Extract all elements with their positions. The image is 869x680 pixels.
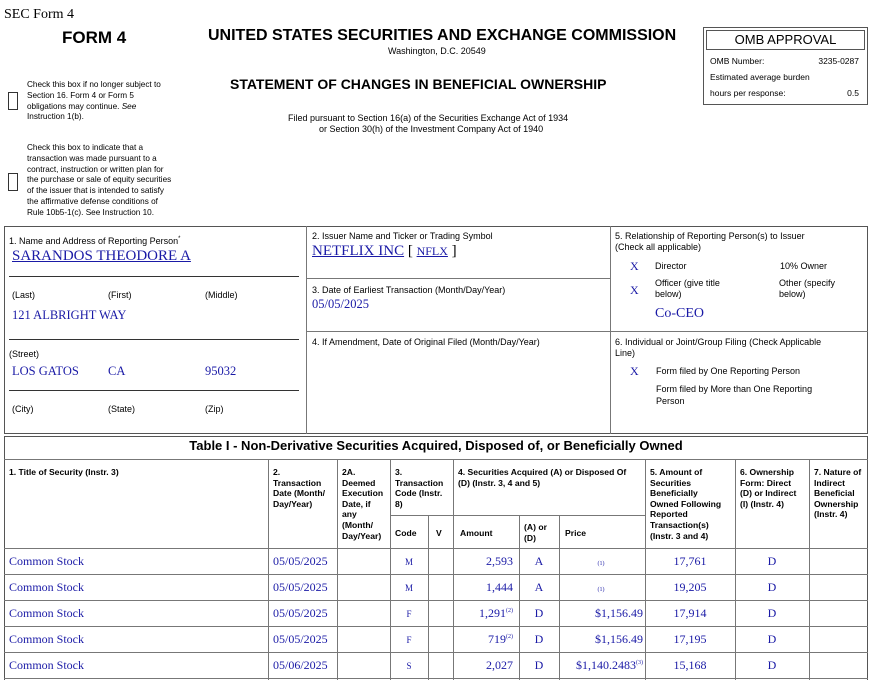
col4-price-header: Price (565, 528, 587, 538)
row-amount-cell (453, 580, 513, 595)
row-acquired-disposed: D (534, 632, 544, 646)
other-label: Other (specify below) (779, 278, 836, 299)
row-price: $1,156.49 (595, 632, 643, 646)
col4-header: 4. Securities Acquired (A) or Disposed Of (D) (Instr. 3, 4 and 5) (458, 467, 627, 488)
row-price-cell (559, 632, 643, 647)
row-price-footnote[interactable]: (1) (597, 561, 605, 567)
row-transaction-date: 05/05/2025 (273, 554, 328, 568)
omb-number-value: 3235-0287 (818, 56, 859, 66)
earliest-transaction-date: 05/05/2025 (312, 297, 369, 311)
box3-label: 3. Date of Earliest Transaction (Month/Day/Year) (312, 285, 506, 295)
row-amount: 2,027 (486, 658, 513, 672)
row-amount-cell (453, 606, 513, 621)
omb-hours-value: 0.5 (847, 88, 859, 98)
col2a-header: 2A. Deemed Execution Date, if any (Month/ Day/Year) (342, 467, 384, 541)
col4-aord-header: (A) or (D) (524, 522, 547, 543)
row-acquired-disposed: A (534, 580, 544, 594)
row-amount-footnote[interactable]: (2) (506, 634, 513, 640)
city-value: LOS GATOS (12, 364, 79, 378)
street-value: 121 ALBRIGHT WAY (12, 308, 127, 322)
reporting-person-name[interactable]: SARANDOS THEODORE A (12, 248, 191, 264)
row-ownership-form: D (767, 606, 777, 620)
row-amount-cell (453, 554, 513, 569)
row-amount: 1,444 (486, 580, 513, 594)
col5-header: 5. Amount of Securities Beneficially Owned Following Reported Transaction(s) (Instr. 3 and 4) (650, 467, 722, 541)
row-transaction-date: 05/05/2025 (273, 606, 328, 620)
row-security-title: Common Stock (9, 580, 85, 594)
col1-header: 1. Title of Security (Instr. 3) (9, 467, 119, 477)
officer-label: Officer (give title below) (655, 278, 720, 299)
omb-number-label: OMB Number: (710, 56, 765, 66)
last-label: (Last) (12, 290, 36, 300)
row-ownership-form: D (767, 658, 777, 672)
box4-label: 4. If Amendment, Date of Original Filed (Month/Day/Year) (312, 337, 540, 347)
issuer-ticker-link[interactable]: NFLX (416, 244, 448, 258)
row-price-footnote[interactable]: (3) (636, 660, 643, 666)
zip-label: (Zip) (205, 404, 224, 414)
row-transaction-code: F (406, 635, 412, 645)
box6-label: 6. Individual or Joint/Group Filing (Check Applicable Line) (615, 337, 822, 358)
row-security-title: Common Stock (9, 632, 85, 646)
more-person-label: Form filed by More than One Reporting Person (656, 384, 813, 406)
row-ownership-form: D (767, 554, 777, 568)
col6-header: 6. Ownership Form: Direct (D) or Indirect (I) (Instr. 4) (740, 467, 797, 509)
row-security-title: Common Stock (9, 554, 85, 568)
col2-header: 2. Transaction Date (Month/ Day/Year) (273, 467, 326, 509)
section16-text: Check this box if no longer subject to Section 16. Form 4 or Form 5 obligations may continue. See Instruction 1(b). (27, 80, 161, 122)
row-price-cell (559, 658, 643, 673)
omb-hours-label: hours per response: (710, 88, 786, 98)
director-label: Director (655, 261, 687, 271)
state-label: (State) (108, 404, 136, 414)
omb-burden-label: Estimated average burden (710, 72, 810, 82)
rule10b5-text: Check this box to indicate that a transaction was made pursuant to a contract, instruction or written plan for the purchase or sale of equity securities of the issuer that is intended to satisfy the affirmative defense conditions of Rule 10b5-1(c). See Instruction 10. (27, 143, 172, 217)
row-price-cell (559, 554, 643, 569)
rule10b5-checkbox[interactable] (8, 173, 18, 191)
ten-pct-owner-label: 10% Owner (780, 261, 828, 271)
row-security-title: Common Stock (9, 658, 85, 672)
row-transaction-code: M (404, 583, 413, 593)
form-title: FORM 4 (62, 28, 127, 47)
first-label: (First) (108, 290, 132, 300)
agency-title: UNITED STATES SECURITIES AND EXCHANGE COMMISSION (208, 27, 677, 44)
statement-title: STATEMENT OF CHANGES IN BENEFICIAL OWNERSHIP (230, 76, 607, 92)
city-label: (City) (12, 404, 34, 414)
omb-approval-box (703, 27, 868, 105)
col3-header: 3. Transaction Code (Instr. 8) (395, 467, 444, 509)
street-label: (Street) (9, 349, 40, 359)
row-price-footnote[interactable]: (1) (597, 587, 605, 593)
row-amount-footnote[interactable]: (2) (506, 608, 513, 614)
row-owned-following: 19,205 (673, 580, 707, 594)
one-person-mark[interactable]: X (630, 364, 639, 378)
row-security-title: Common Stock (9, 606, 85, 620)
row-transaction-code: S (406, 661, 412, 671)
row-ownership-form: D (767, 632, 777, 646)
row-owned-following: 17,914 (673, 606, 707, 620)
box5-label: 5. Relationship of Reporting Person(s) to Issuer (Check all applicable) (615, 231, 805, 252)
row-amount: 719 (488, 632, 506, 646)
row-acquired-disposed: A (534, 554, 544, 568)
state-value: CA (108, 364, 126, 378)
row-transaction-date: 05/05/2025 (273, 632, 328, 646)
col7-header: 7. Nature of Indirect Beneficial Ownership (Instr. 4) (814, 467, 862, 520)
row-price-cell (559, 606, 643, 621)
row-price: $1,156.49 (595, 606, 643, 620)
row-transaction-code: F (406, 609, 412, 619)
row-ownership-form: D (767, 580, 777, 594)
row-amount-cell (453, 632, 513, 647)
director-mark[interactable]: X (630, 259, 639, 273)
row-transaction-date: 05/05/2025 (273, 580, 328, 594)
middle-label: (Middle) (205, 290, 238, 300)
row-price-cell (559, 580, 643, 595)
section16-checkbox[interactable] (8, 92, 18, 110)
zip-value: 95032 (205, 364, 237, 378)
col4-amount-header: Amount (460, 528, 493, 538)
officer-title: Co-CEO (655, 306, 704, 321)
col3-v-header: V (436, 528, 442, 538)
row-amount: 1,291 (479, 606, 506, 620)
row-price: $1,140.2483 (576, 658, 636, 672)
issuer-name-link[interactable]: NETFLIX INC (312, 243, 405, 259)
filed-pursuant-1: Filed pursuant to Section 16(a) of the Securities Exchange Act of 1934 (288, 113, 569, 123)
row-owned-following: 17,761 (673, 554, 707, 568)
one-person-label: Form filed by One Reporting Person (656, 366, 801, 376)
sec-form-label: SEC Form 4 (4, 7, 75, 22)
issuer-line: NETFLIX INC [ NFLX ] (312, 243, 457, 259)
omb-title: OMB APPROVAL (706, 30, 865, 50)
filed-pursuant-2: or Section 30(h) of the Investment Company Act of 1940 (319, 124, 544, 134)
row-acquired-disposed: D (534, 606, 544, 620)
row-transaction-date: 05/06/2025 (273, 658, 328, 672)
row-amount: 2,593 (486, 554, 513, 568)
row-owned-following: 15,168 (673, 658, 707, 672)
row-acquired-disposed: D (534, 658, 544, 672)
col3-code-header: Code (395, 528, 417, 538)
table1-title: Table I - Non-Derivative Securities Acquired, Disposed of, or Beneficially Owned (189, 438, 683, 453)
row-amount-cell (453, 658, 513, 673)
box2-label: 2. Issuer Name and Ticker or Trading Symbol (312, 231, 493, 241)
row-owned-following: 17,195 (673, 632, 707, 646)
row-transaction-code: M (404, 557, 413, 567)
officer-mark[interactable]: X (630, 283, 639, 297)
agency-city: Washington, D.C. 20549 (388, 46, 486, 56)
box1-label: 1. Name and Address of Reporting Person* (9, 236, 181, 246)
